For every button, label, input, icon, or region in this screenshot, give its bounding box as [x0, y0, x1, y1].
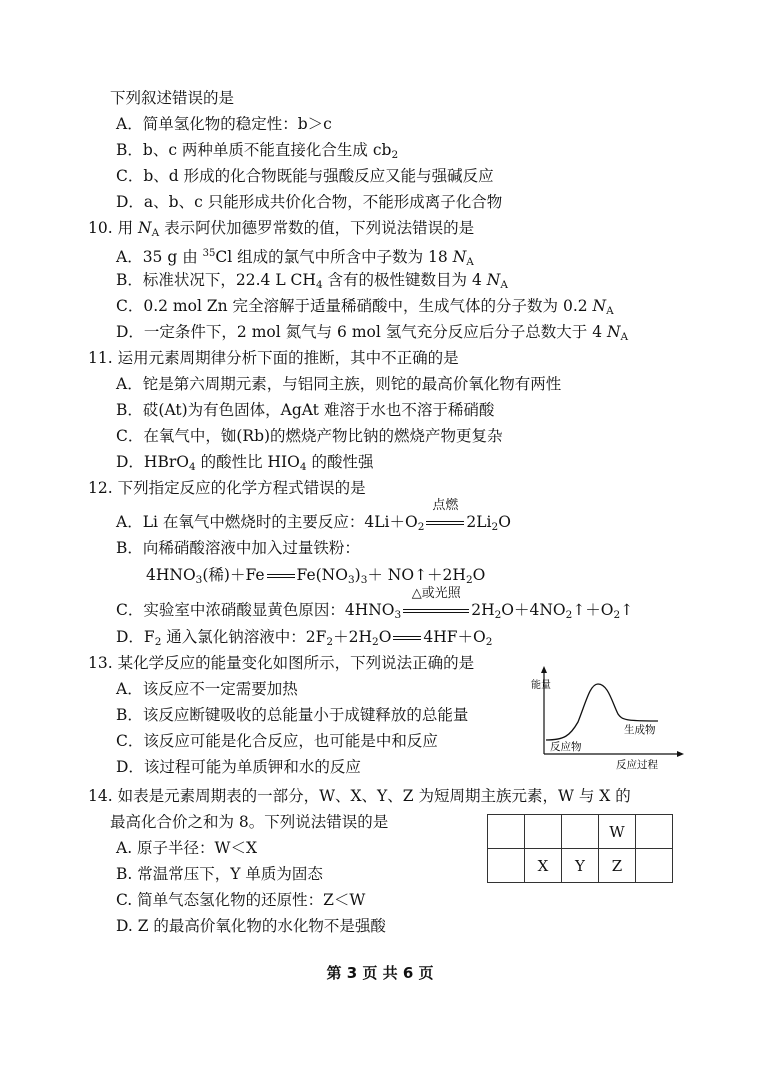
q12-option-b: B．向稀硝酸溶液中加入过量铁粉：	[116, 539, 360, 557]
table-row	[488, 849, 673, 883]
q11-option-a: A．铊是第六周期元素，与铝同主族，则铊的最高价氧化物有两性	[116, 375, 562, 393]
table-cell	[488, 815, 525, 849]
table-cell	[488, 849, 525, 883]
table-cell	[525, 815, 562, 849]
condition-heat-or-light: △或光照	[401, 600, 471, 620]
q12-option-a: A．Li 在氧气中燃烧时的主要反应：$4Li+O_2$ 点燃 $2Li_2O$	[116, 498, 511, 533]
q13-stem: 13. 某化学反应的能量变化如图所示，下列说法正确的是	[88, 654, 475, 672]
page-footer: 第 3 页 共 6 页	[326, 964, 434, 982]
y-axis-label: 能量	[531, 680, 551, 691]
q9-stem: 下列叙述错误的是	[110, 89, 235, 107]
x-axis-arrow	[677, 751, 684, 757]
y-axis-arrow	[541, 666, 547, 673]
table-cell-z: Z	[599, 849, 636, 883]
table-cell	[562, 815, 599, 849]
q9-option-d: D．a、b、c 只能形成共价化合物，不能形成离子化合物	[116, 193, 503, 211]
q14-option-a: A. 原子半径：W＜X	[116, 839, 258, 857]
q14-stem-line1: 14. 如表是元素周期表的一部分，W、X、Y、Z 为短周期主族元素，W 与 X 的	[88, 787, 631, 805]
condition-ignite: 点燃	[424, 512, 466, 532]
q11-option-b: B．砹(At)为有色固体，AgAt 难溶于水也不溶于稀硝酸	[116, 401, 495, 419]
q11-option-c: C．在氧气中，铷(Rb)的燃烧产物比钠的燃烧产物更复杂	[116, 427, 503, 445]
table-cell	[636, 815, 673, 849]
table-cell	[636, 849, 673, 883]
q13-option-b: B．该反应断键吸收的总能量小于成键释放的总能量	[116, 706, 469, 724]
q12-stem: 12. 下列指定反应的化学方程式错误的是	[88, 479, 366, 497]
table-cell-y: Y	[562, 849, 599, 883]
periodic-table-fragment	[487, 814, 673, 883]
x-axis-label: 反应过程	[616, 759, 658, 771]
q10-option-b: B．标准状况下，22.4 L $CH_4$ 含有的极性键数目为 4 $N_A$	[116, 271, 508, 291]
table-row	[488, 815, 673, 849]
q11-option-d: D．HBrO$_4$ 的酸性比 $HIO_4$ 的酸性强	[116, 453, 374, 473]
q14-stem-line2: 最高化合价之和为 8。下列说法错误的是	[110, 813, 389, 831]
q14-option-c: C. 简单气态氢化物的还原性：Z＜W	[116, 891, 366, 909]
q14-option-d: D. Z 的最高价氧化物的水化物不是强酸	[116, 917, 386, 935]
q9-option-c: C．b、d 形成的化合物既能与强酸反应又能与强碱反应	[116, 167, 494, 185]
q12-option-d: D．$F_2$ 通入氯化钠溶液中：$2F_2+2H_2O$ $4HF+O_2$	[116, 628, 493, 648]
q13-option-c: C．该反应可能是化合反应，也可能是中和反应	[116, 732, 438, 750]
q11-stem: 11. 运用元素周期律分析下面的推断，其中不正确的是	[88, 349, 459, 367]
q13-option-d: D．该过程可能为单质钾和水的反应	[116, 758, 361, 776]
table-cell-x: X	[525, 849, 562, 883]
q10-stem: 10. 用 $N_A$ 表示阿伏加德罗常数的值，下列说法错误的是	[88, 219, 475, 239]
table-cell-w: W	[599, 815, 636, 849]
q13-option-a: A．该反应不一定需要加热	[116, 680, 298, 698]
q12-option-b-equation: $4HNO_3$(稀)＋Fe $Fe(NO_3)_3+$ $NO↑+2H_2O$	[146, 566, 486, 586]
q10-option-d: D．一定条件下，2 mol 氮气与 6 mol 氢气充分反应后分子总数大于 4 $N_A$	[116, 323, 629, 343]
q9-option-a: A．简单氢化物的稳定性：b＞c	[116, 115, 332, 133]
q12-option-c: C．实验室中浓硝酸显黄色原因：$4HNO_3$ △或光照 $2H_2O+4NO_2↑+O_2↑$	[116, 586, 634, 621]
q10-option-c: C．0.2 mol Zn 完全溶解于适量稀硝酸中，生成气体的分子数为 0.2 $N_A$	[116, 297, 614, 317]
reactant-label: 反应物	[550, 741, 582, 753]
energy-diagram	[530, 662, 690, 772]
q9-option-b: B．b、c 两种单质不能直接化合生成 $cb_2$	[116, 141, 399, 161]
product-label: 生成物	[624, 724, 656, 736]
q14-option-b: B. 常温常压下，Y 单质为固态	[116, 865, 323, 883]
q10-option-a: A．35 g 由 $^{35}$Cl 组成的氯气中所含中子数为 18 $N_A$	[116, 248, 474, 268]
